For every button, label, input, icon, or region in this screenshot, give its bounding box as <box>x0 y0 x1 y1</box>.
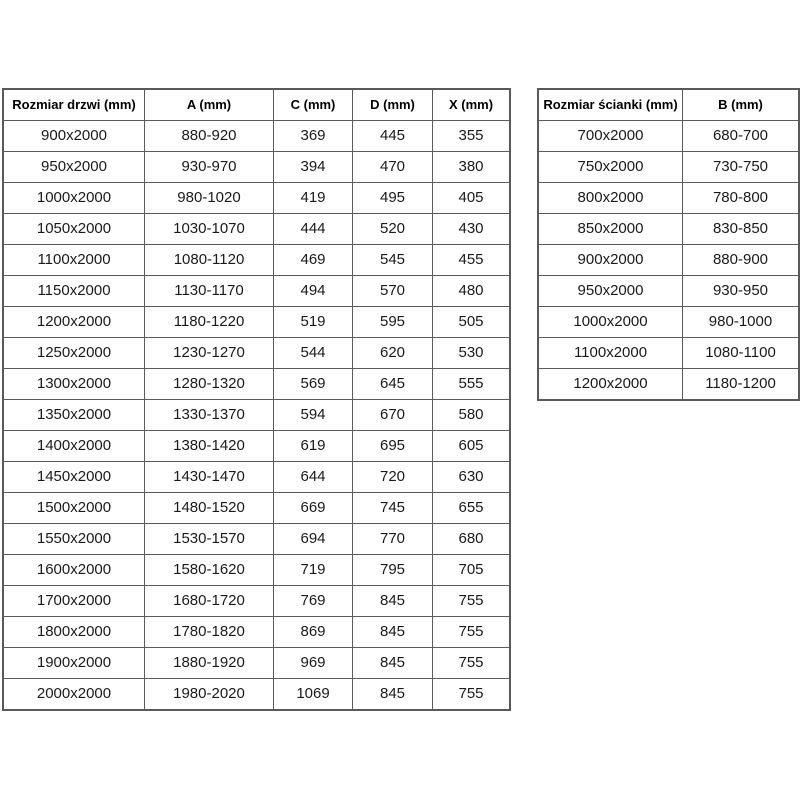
table-cell: 544 <box>274 338 353 369</box>
table-cell: 695 <box>353 431 433 462</box>
table-cell: 720 <box>353 462 433 493</box>
table-cell: 655 <box>433 493 511 524</box>
table-cell: 795 <box>353 555 433 586</box>
table-cell: 1450x2000 <box>3 462 145 493</box>
table-row <box>3 245 510 276</box>
table-cell: 880-900 <box>683 245 800 276</box>
table-cell: 394 <box>274 152 353 183</box>
table-cell: 1500x2000 <box>3 493 145 524</box>
table-row <box>3 183 510 214</box>
table-cell: 755 <box>433 679 511 711</box>
table-cell: 1080-1100 <box>683 338 800 369</box>
table-cell: 1350x2000 <box>3 400 145 431</box>
table-cell: 355 <box>433 121 511 152</box>
table-cell: 980-1000 <box>683 307 800 338</box>
table-row <box>3 462 510 493</box>
table-row <box>538 152 799 183</box>
table-cell: 1130-1170 <box>145 276 274 307</box>
table-cell: 930-970 <box>145 152 274 183</box>
table-cell: 555 <box>433 369 511 400</box>
table-cell: 605 <box>433 431 511 462</box>
column-header: C (mm) <box>274 89 353 121</box>
table-cell: 900x2000 <box>3 121 145 152</box>
door-sizes-table <box>2 88 511 711</box>
table-cell: 930-950 <box>683 276 800 307</box>
table-cell: 1000x2000 <box>538 307 683 338</box>
table-row <box>3 338 510 369</box>
column-header: B (mm) <box>683 89 800 121</box>
column-header: X (mm) <box>433 89 511 121</box>
table-cell: 845 <box>353 617 433 648</box>
table-row <box>538 121 799 152</box>
table-row <box>3 152 510 183</box>
table-cell: 750x2000 <box>538 152 683 183</box>
table-cell: 780-800 <box>683 183 800 214</box>
table-cell: 570 <box>353 276 433 307</box>
table-cell: 769 <box>274 586 353 617</box>
table-cell: 1230-1270 <box>145 338 274 369</box>
table-row <box>3 307 510 338</box>
table-cell: 1000x2000 <box>3 183 145 214</box>
column-header: D (mm) <box>353 89 433 121</box>
table-cell: 1900x2000 <box>3 648 145 679</box>
table-row <box>3 648 510 679</box>
table-cell: 1080-1120 <box>145 245 274 276</box>
table-cell: 755 <box>433 617 511 648</box>
table-row <box>3 400 510 431</box>
table-cell: 594 <box>274 400 353 431</box>
table-cell: 1780-1820 <box>145 617 274 648</box>
column-header: A (mm) <box>145 89 274 121</box>
table-cell: 369 <box>274 121 353 152</box>
table-cell: 1180-1200 <box>683 369 800 401</box>
table-cell: 419 <box>274 183 353 214</box>
table-cell: 1300x2000 <box>3 369 145 400</box>
table-cell: 630 <box>433 462 511 493</box>
table-cell: 519 <box>274 307 353 338</box>
table-cell: 1550x2000 <box>3 524 145 555</box>
table-cell: 1280-1320 <box>145 369 274 400</box>
table-row <box>3 369 510 400</box>
table-cell: 845 <box>353 679 433 711</box>
table-cell: 1069 <box>274 679 353 711</box>
table-row <box>3 493 510 524</box>
table-cell: 530 <box>433 338 511 369</box>
table-cell: 645 <box>353 369 433 400</box>
table-cell: 880-920 <box>145 121 274 152</box>
table-cell: 770 <box>353 524 433 555</box>
table-cell: 669 <box>274 493 353 524</box>
table-cell: 1580-1620 <box>145 555 274 586</box>
table-row <box>3 586 510 617</box>
table-cell: 480 <box>433 276 511 307</box>
table-row <box>3 555 510 586</box>
table-cell: 845 <box>353 648 433 679</box>
table-cell: 850x2000 <box>538 214 683 245</box>
table-cell: 380 <box>433 152 511 183</box>
table-cell: 545 <box>353 245 433 276</box>
table-cell: 580 <box>433 400 511 431</box>
header-row <box>538 89 799 121</box>
table-cell: 980-1020 <box>145 183 274 214</box>
table-cell: 569 <box>274 369 353 400</box>
table-cell: 719 <box>274 555 353 586</box>
table-cell: 900x2000 <box>538 245 683 276</box>
table-cell: 1380-1420 <box>145 431 274 462</box>
column-header: Rozmiar ścianki (mm) <box>538 89 683 121</box>
table-cell: 830-850 <box>683 214 800 245</box>
table-cell: 1100x2000 <box>538 338 683 369</box>
table-cell: 644 <box>274 462 353 493</box>
table-cell: 755 <box>433 586 511 617</box>
table-cell: 1180-1220 <box>145 307 274 338</box>
table-cell: 445 <box>353 121 433 152</box>
table-cell: 405 <box>433 183 511 214</box>
table-row <box>538 276 799 307</box>
table-cell: 705 <box>433 555 511 586</box>
table-cell: 950x2000 <box>3 152 145 183</box>
table-cell: 1800x2000 <box>3 617 145 648</box>
table-cell: 1530-1570 <box>145 524 274 555</box>
table-cell: 950x2000 <box>538 276 683 307</box>
table-cell: 1480-1520 <box>145 493 274 524</box>
table-cell: 1430-1470 <box>145 462 274 493</box>
table-cell: 755 <box>433 648 511 679</box>
table-cell: 620 <box>353 338 433 369</box>
table-row <box>538 338 799 369</box>
column-header: Rozmiar drzwi (mm) <box>3 89 145 121</box>
table-row <box>3 214 510 245</box>
table-cell: 469 <box>274 245 353 276</box>
table-row <box>538 214 799 245</box>
table-cell: 745 <box>353 493 433 524</box>
table-row <box>3 679 510 711</box>
table-cell: 430 <box>433 214 511 245</box>
table-cell: 1050x2000 <box>3 214 145 245</box>
table-row <box>538 307 799 338</box>
table-cell: 1330-1370 <box>145 400 274 431</box>
table-cell: 680 <box>433 524 511 555</box>
table-cell: 1030-1070 <box>145 214 274 245</box>
header-row <box>3 89 510 121</box>
table-cell: 730-750 <box>683 152 800 183</box>
table-cell: 1200x2000 <box>538 369 683 401</box>
table-cell: 1250x2000 <box>3 338 145 369</box>
table-row <box>538 369 799 401</box>
table-cell: 1150x2000 <box>3 276 145 307</box>
table-row <box>538 183 799 214</box>
table-row <box>3 276 510 307</box>
table-row <box>3 524 510 555</box>
table-cell: 619 <box>274 431 353 462</box>
table-cell: 1700x2000 <box>3 586 145 617</box>
table-cell: 845 <box>353 586 433 617</box>
table-cell: 1680-1720 <box>145 586 274 617</box>
table-row <box>3 431 510 462</box>
table-cell: 1880-1920 <box>145 648 274 679</box>
table-cell: 494 <box>274 276 353 307</box>
table-cell: 1100x2000 <box>3 245 145 276</box>
table-row <box>3 617 510 648</box>
table-cell: 670 <box>353 400 433 431</box>
table-cell: 444 <box>274 214 353 245</box>
table-cell: 680-700 <box>683 121 800 152</box>
table-cell: 495 <box>353 183 433 214</box>
table-cell: 800x2000 <box>538 183 683 214</box>
table-cell: 595 <box>353 307 433 338</box>
table-cell: 700x2000 <box>538 121 683 152</box>
table-cell: 520 <box>353 214 433 245</box>
table-cell: 2000x2000 <box>3 679 145 711</box>
table-cell: 969 <box>274 648 353 679</box>
wall-sizes-table <box>537 88 800 401</box>
table-cell: 1980-2020 <box>145 679 274 711</box>
table-cell: 455 <box>433 245 511 276</box>
table-row <box>538 245 799 276</box>
table-cell: 694 <box>274 524 353 555</box>
table-cell: 470 <box>353 152 433 183</box>
table-row <box>3 121 510 152</box>
table-cell: 1400x2000 <box>3 431 145 462</box>
table-cell: 1200x2000 <box>3 307 145 338</box>
table-cell: 869 <box>274 617 353 648</box>
table-cell: 505 <box>433 307 511 338</box>
table-cell: 1600x2000 <box>3 555 145 586</box>
